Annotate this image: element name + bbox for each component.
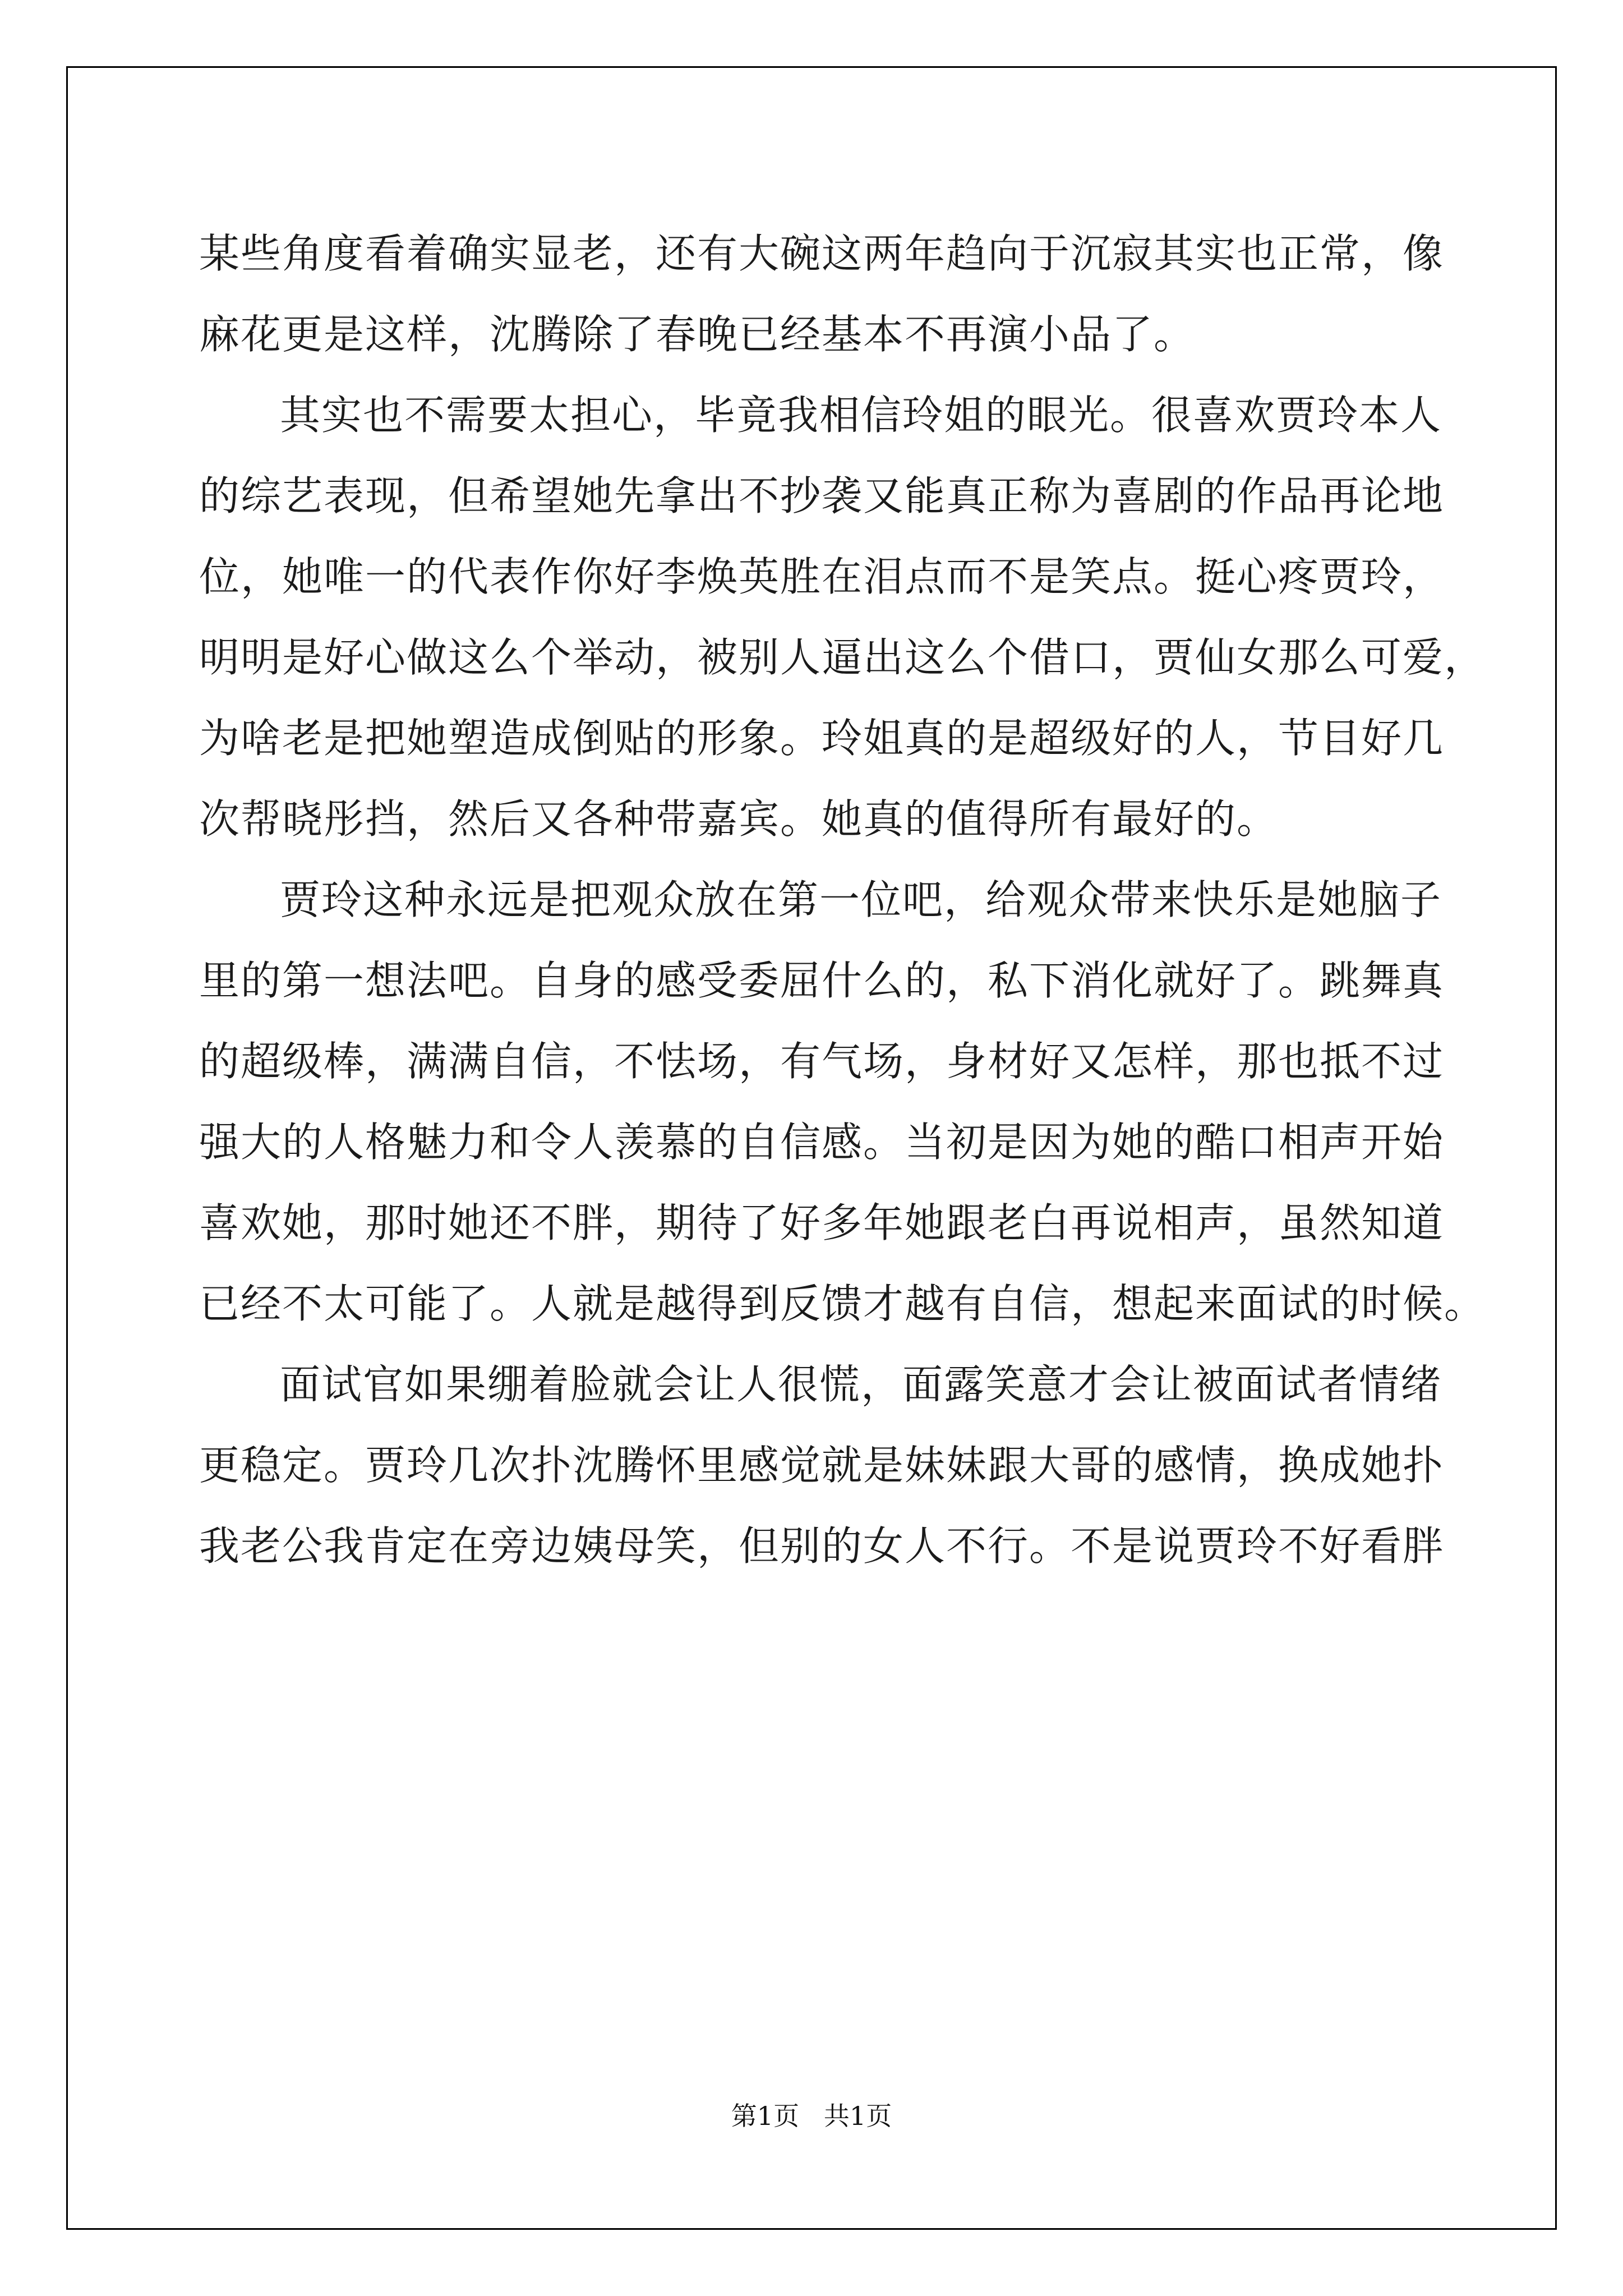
text-line: 已经不太可能了。人就是越得到反馈才越有自信，想起来面试的时候。 [199, 1280, 1486, 1327]
text-line: 贾玲这种永远是把观众放在第一位吧，给观众带来快乐是她脑子 [280, 876, 1442, 923]
page-footer: 第1页 共1页 [731, 2101, 892, 2131]
text-line: 位，她唯一的代表作你好李焕英胜在泪点而不是笑点。挺心疼贾玲， [199, 553, 1445, 600]
document-body [199, 213, 1486, 1586]
text-line: 面试官如果绷着脸就会让人很慌，面露笑意才会让被面试者情绪 [280, 1361, 1442, 1408]
text-line: 的综艺表现，但希望她先拿出不抄袭又能真正称为喜剧的作品再论地 [199, 472, 1445, 519]
text-line: 强大的人格魅力和令人羡慕的自信感。当初是因为她的酷口相声开始 [199, 1119, 1445, 1166]
text-line: 次帮晓彤挡，然后又各种带嘉宾。她真的值得所有最好的。 [199, 795, 1279, 843]
text-line: 里的第一想法吧。自身的感受委屈什么的，私下消化就好了。跳舞真 [199, 957, 1445, 1004]
text-line: 为啥老是把她塑造成倒贴的形象。玲姐真的是超级好的人，节目好几 [199, 715, 1445, 762]
text-line: 麻花更是这样，沈腾除了春晚已经基本不再演小品了。 [199, 311, 1196, 358]
text-line: 的超级棒，满满自信，不怯场，有气场，身材好又怎样，那也抵不过 [199, 1038, 1445, 1085]
text-line: 其实也不需要太担心，毕竟我相信玲姐的眼光。很喜欢贾玲本人 [280, 392, 1442, 439]
text-line: 某些角度看着确实显老，还有大碗这两年趋向于沉寂其实也正常，像 [199, 230, 1445, 277]
text-line: 我老公我肯定在旁边姨母笑，但别的女人不行。不是说贾玲不好看胖 [199, 1522, 1445, 1570]
text-line: 更稳定。贾玲几次扑沈腾怀里感觉就是妹妹跟大哥的感情，换成她扑 [199, 1442, 1445, 1489]
text-line: 喜欢她，那时她还不胖，期待了好多年她跟老白再说相声，虽然知道 [199, 1199, 1445, 1246]
text-line: 明明是好心做这么个举动，被别人逼出这么个借口，贾仙女那么可爱， [199, 634, 1486, 681]
